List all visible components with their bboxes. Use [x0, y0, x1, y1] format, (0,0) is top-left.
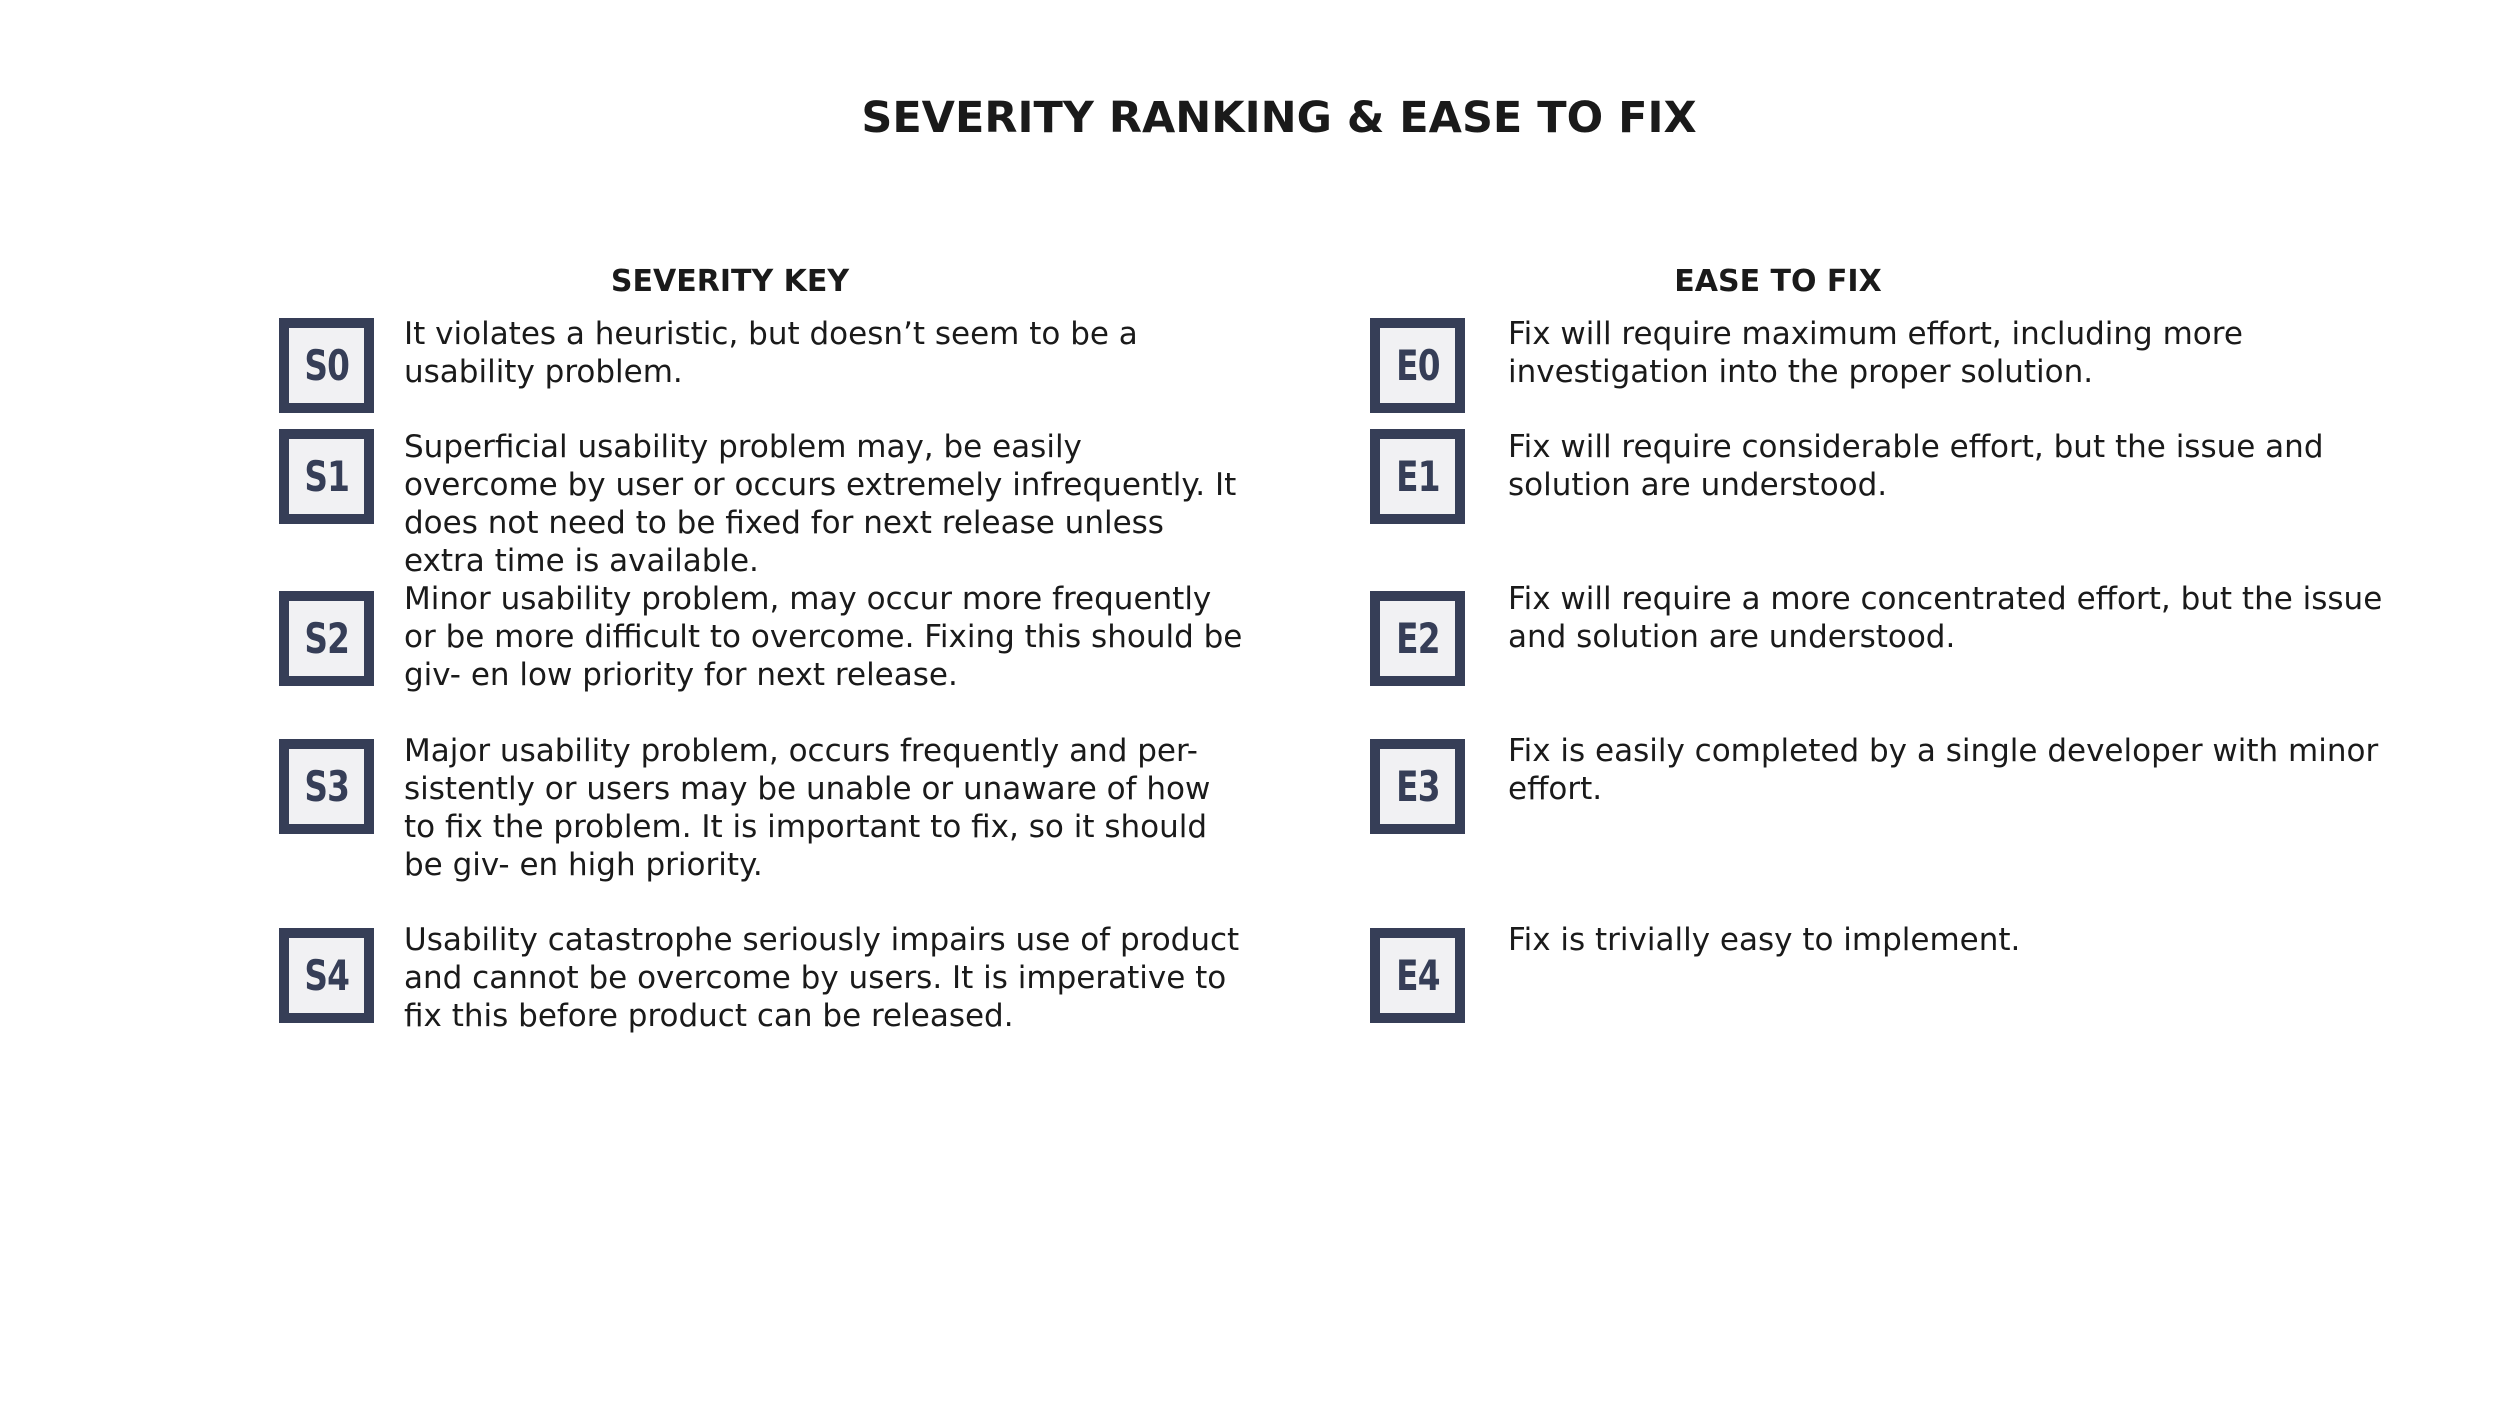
ease-description-e3: Fix is easily completed by a single developer with minor effort.	[1508, 733, 2379, 807]
ease-badge-e4	[1370, 928, 1465, 1023]
ease-badge-e3	[1370, 739, 1465, 834]
severity-badge-s2	[279, 591, 374, 686]
severity-code: S1	[304, 451, 349, 501]
ease-description-e0: Fix will require maximum effort, including more investigation into the proper solution.	[1508, 316, 2243, 390]
ease-description-e2: Fix will require a more concentrated effort, but the issue and solution are understood.	[1508, 581, 2383, 655]
ease-code: E1	[1395, 451, 1440, 501]
ease-badge-e1	[1370, 429, 1465, 524]
ease-code: E2	[1395, 613, 1440, 663]
ease-badge-e2	[1370, 591, 1465, 686]
ease-description-e1: Fix will require considerable effort, but the issue and solution are understood.	[1508, 429, 2324, 503]
severity-key-heading: SEVERITY KEY	[610, 264, 850, 299]
severity-badge-s0	[279, 318, 374, 413]
severity-description-s1: Superficial usability problem may, be easily overcome by user or occurs extremely infrequently. It does not need to be fixed for next release unless extra time is available.	[404, 429, 1237, 579]
severity-code: S2	[304, 613, 349, 663]
severity-badge-s3	[279, 739, 374, 834]
ease-code: E3	[1395, 761, 1440, 811]
severity-badge-s1	[279, 429, 374, 524]
severity-description-s4: Usability catastrophe seriously impairs use of product and cannot be overcome by users. It is imperative to fix this before product can be released.	[404, 922, 1240, 1034]
severity-description-s3: Major usability problem, occurs frequently and per- sistently or users may be unable or unaware of how to fix the problem. It is important to fix, so it should be giv- en high priority.	[404, 733, 1211, 883]
ease-description-e4: Fix is trivially easy to implement.	[1508, 922, 2021, 958]
severity-description-s0: It violates a heuristic, but doesn’t seem to be a usability problem.	[404, 316, 1138, 390]
ease-code: E4	[1395, 950, 1440, 1000]
page-title: SEVERITY RANKING & EASE TO FIX	[861, 93, 1697, 143]
severity-description-s2: Minor usability problem, may occur more frequently or be more difficult to overcome. Fixing this should be giv- en low priority for next release.	[404, 581, 1243, 693]
severity-badge-s4	[279, 928, 374, 1023]
severity-code: S3	[304, 761, 349, 811]
ease-to-fix-heading: EASE TO FIX	[1674, 264, 1882, 299]
severity-code: S0	[304, 340, 349, 390]
ease-badge-e0	[1370, 318, 1465, 413]
severity-code: S4	[304, 950, 349, 1000]
ease-code: E0	[1395, 340, 1440, 390]
